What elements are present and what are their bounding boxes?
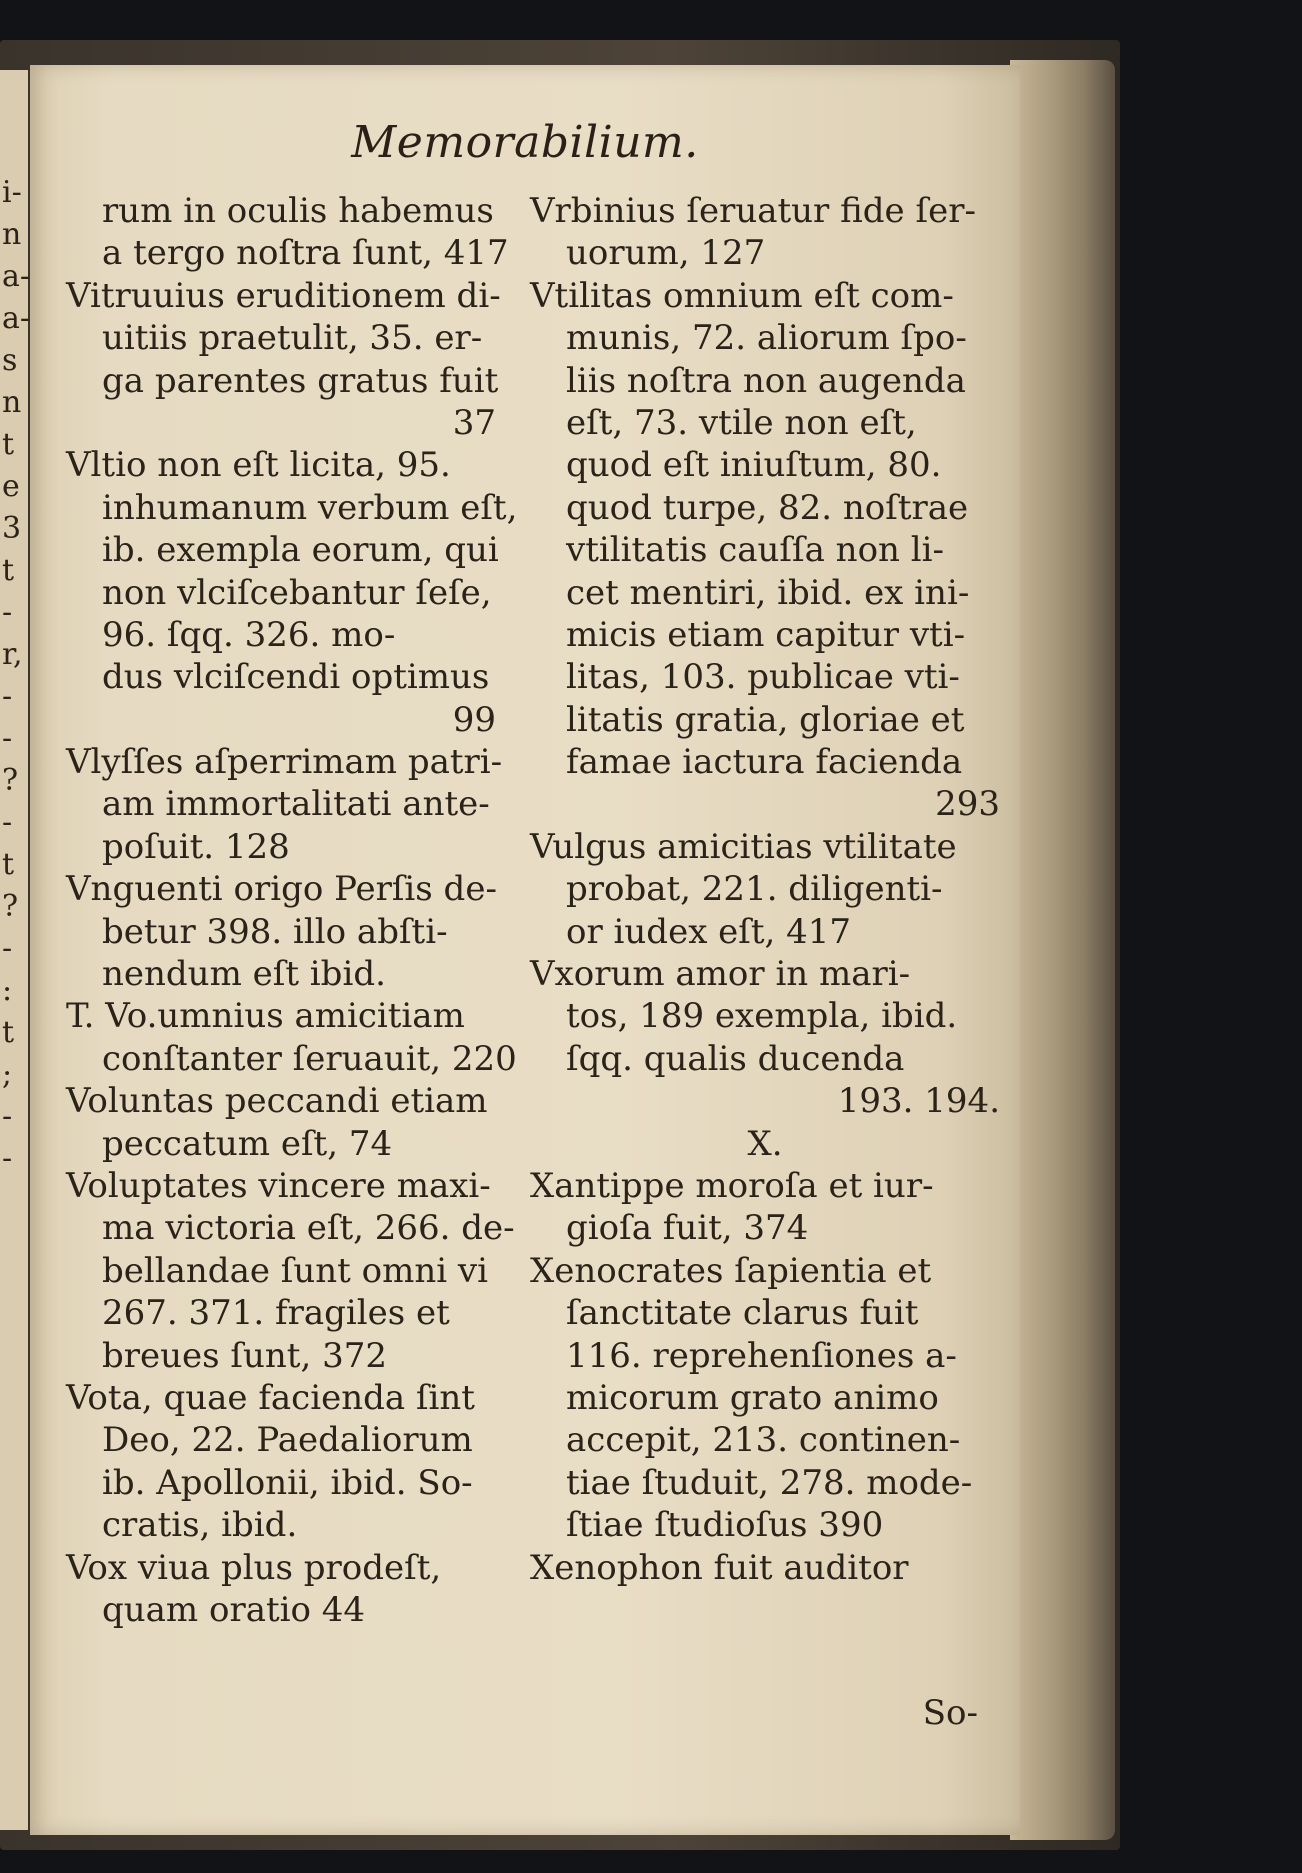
index-line: a tergo noſtra ſunt, 417 bbox=[102, 233, 509, 274]
spine-fragment: ; bbox=[2, 1057, 13, 1092]
spine-fragment: - bbox=[2, 721, 13, 756]
index-line: Voluptates vincere maxi- bbox=[66, 1165, 491, 1206]
index-line: peccatum eſt, 74 bbox=[102, 1123, 393, 1164]
index-line: ſqq. qualis ducenda bbox=[566, 1038, 905, 1079]
index-line: 37 bbox=[452, 402, 496, 443]
index-line: Vox viua plus prodeſt, bbox=[66, 1547, 442, 1588]
facing-page-fragment bbox=[0, 70, 31, 1830]
index-line: ſtiae ſtudioſus 390 bbox=[566, 1505, 884, 1546]
spine-fragment: n bbox=[2, 217, 22, 252]
index-line: ga parentes gratus fuit bbox=[102, 360, 499, 401]
spine-fragment: - bbox=[2, 805, 13, 840]
index-line: non vlciſcebantur ſeſe, bbox=[102, 572, 492, 613]
index-line: probat, 221. diligenti- bbox=[566, 869, 943, 910]
catchword: So- bbox=[922, 1693, 978, 1733]
index-line: inhumanum verbum eſt, bbox=[102, 487, 518, 528]
index-line: micis etiam capitur vti- bbox=[566, 614, 966, 655]
index-line: gioſa fuit, 374 bbox=[566, 1208, 809, 1249]
index-line: uorum, 127 bbox=[566, 233, 766, 274]
index-line: tiae ſtuduit, 278. mode- bbox=[566, 1462, 973, 1503]
spine-fragment: - bbox=[2, 1141, 13, 1176]
index-line: 293 bbox=[935, 784, 1000, 825]
index-line: T. Vo.umnius amicitiam bbox=[66, 996, 465, 1037]
index-line: Xenophon fuit auditor bbox=[530, 1547, 909, 1588]
index-line: 96. ſqq. 326. mo- bbox=[102, 614, 396, 655]
spine-fragment: t bbox=[2, 427, 15, 462]
spine-fragment: r, bbox=[2, 637, 23, 672]
index-line: Vxorum amor in mari- bbox=[530, 954, 911, 995]
index-line: bellandae ſunt omni vi bbox=[102, 1250, 488, 1291]
index-line: poſuit. 128 bbox=[102, 826, 290, 867]
page-edges bbox=[1010, 60, 1115, 1840]
index-column-left bbox=[66, 190, 518, 1631]
index-line: Vtilitas omnium eſt com- bbox=[530, 275, 954, 316]
index-line: cet mentiri, ibid. ex ini- bbox=[566, 572, 970, 613]
spine-fragment: - bbox=[2, 931, 13, 966]
index-line: Vrbinius ſeruatur fide ſer- bbox=[530, 191, 976, 231]
spine-fragment: : bbox=[2, 973, 13, 1008]
spine-fragment: 3 bbox=[2, 511, 22, 546]
index-line: cratis, ibid. bbox=[102, 1505, 298, 1546]
index-line: ſanctitate clarus fuit bbox=[566, 1293, 919, 1334]
section-letter: X. bbox=[747, 1123, 783, 1164]
index-line: ma victoria eſt, 266. de- bbox=[102, 1208, 515, 1249]
index-line: 267. 371. fragiles et bbox=[102, 1293, 450, 1334]
index-line: famae iactura facienda bbox=[566, 742, 963, 783]
index-line: 99 bbox=[452, 699, 496, 740]
index-line: 116. reprehenſiones a- bbox=[566, 1335, 957, 1376]
index-line: Vltio non eſt licita, 95. bbox=[66, 445, 451, 486]
book-page bbox=[30, 65, 1020, 1835]
index-line: Vlyſſes aſperrimam patri- bbox=[66, 742, 503, 783]
index-line: vtilitatis cauſſa non li- bbox=[566, 530, 944, 571]
spine-fragment: - bbox=[2, 1099, 13, 1134]
index-line: eſt, 73. vtile non eſt, bbox=[566, 402, 917, 443]
spine-fragment: t bbox=[2, 553, 15, 588]
index-line: micorum grato animo bbox=[566, 1377, 939, 1418]
spine-fragment: e bbox=[2, 469, 20, 504]
spine-fragment: n bbox=[2, 385, 22, 420]
index-line: dus vlciſcendi optimus bbox=[102, 657, 490, 698]
spine-fragment: ? bbox=[2, 763, 19, 798]
spine-fragment: - bbox=[2, 595, 13, 630]
index-line: conſtanter ſeruauit, 220 bbox=[102, 1038, 517, 1079]
spine-fragment: s bbox=[2, 343, 18, 378]
spine-fragment: a- bbox=[2, 259, 31, 294]
index-line: Deo, 22. Paedaliorum bbox=[102, 1420, 473, 1461]
spine-fragment: ? bbox=[2, 889, 19, 924]
index-line: quod eſt iniuſtum, 80. bbox=[566, 445, 942, 486]
index-line: Xantippe moroſa et iur- bbox=[530, 1165, 934, 1206]
index-line: breues ſunt, 372 bbox=[102, 1335, 387, 1376]
spine-fragment: - bbox=[2, 679, 13, 714]
index-line: uitiis praetulit, 35. er- bbox=[102, 318, 483, 359]
index-line: Vitruuius eruditionem di- bbox=[66, 275, 501, 316]
index-line: litatis gratia, gloriae et bbox=[566, 699, 965, 740]
index-line: Vnguenti origo Perſis de- bbox=[66, 869, 497, 910]
index-line: rum in oculis habemus bbox=[102, 191, 494, 231]
index-line: nendum eſt ibid. bbox=[102, 954, 386, 995]
spine-fragment: t bbox=[2, 847, 15, 882]
index-line: 193. 194. bbox=[837, 1081, 1000, 1122]
index-line: Voluntas peccandi etiam bbox=[66, 1081, 488, 1122]
index-line: tos, 189 exempla, ibid. bbox=[566, 996, 958, 1037]
spine-fragment: t bbox=[2, 1015, 15, 1050]
index-column-right bbox=[530, 190, 1000, 1589]
index-line: or iudex eſt, 417 bbox=[566, 911, 852, 952]
index-line: liis noſtra non augenda bbox=[566, 360, 966, 401]
index-line: munis, 72. aliorum ſpo- bbox=[566, 318, 967, 359]
index-line: ib. exempla eorum, qui bbox=[102, 530, 499, 571]
spine-fragment: a- bbox=[2, 301, 31, 336]
index-line: accepit, 213. continen- bbox=[566, 1420, 961, 1461]
index-line: quam oratio 44 bbox=[102, 1589, 366, 1630]
index-line: ib. Apollonii, ibid. So- bbox=[102, 1462, 473, 1503]
index-line: litas, 103. publicae vti- bbox=[566, 657, 960, 698]
index-line: Vota, quae facienda ſint bbox=[66, 1377, 475, 1418]
running-head: Memorabilium. bbox=[351, 117, 699, 168]
spine-fragment: i- bbox=[2, 175, 22, 210]
index-line: quod turpe, 82. noſtrae bbox=[566, 487, 969, 528]
index-line: betur 398. illo abſti- bbox=[102, 911, 448, 952]
index-line: Vulgus amicitias vtilitate bbox=[530, 826, 957, 867]
index-line: am immortalitati ante- bbox=[102, 784, 490, 825]
index-line: Xenocrates ſapientia et bbox=[530, 1250, 932, 1291]
